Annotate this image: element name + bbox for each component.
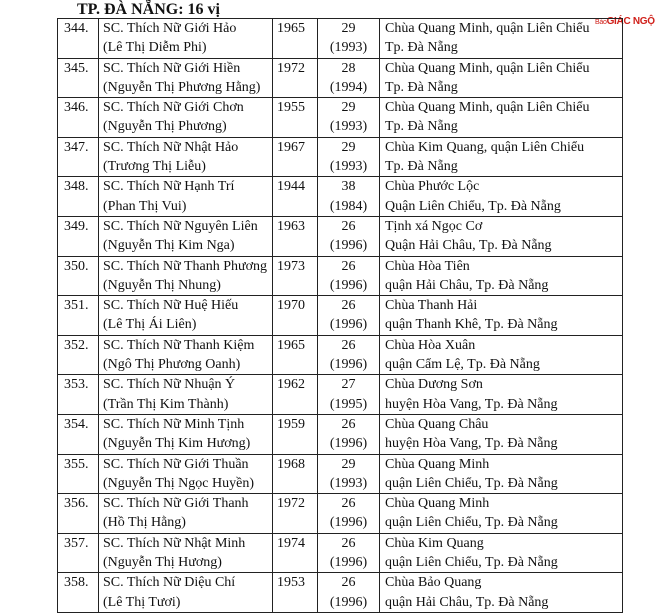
nun-name-name: SC. Thích Nữ Huệ Hiếu <box>103 298 239 314</box>
row-number-cell <box>58 256 99 296</box>
cell-spacer <box>277 38 313 57</box>
birth-year-year: 1974 <box>277 535 305 551</box>
nun-name-name: SC. Thích Nữ Nhật Hảo <box>103 139 239 155</box>
temple-location-cell <box>380 177 623 217</box>
nun-name-lay-name: (Nguyễn Thị Hương) <box>103 555 222 571</box>
birth-year-year: 1944 <box>277 179 305 195</box>
ordination-age-cell <box>318 98 380 138</box>
nun-name-cell <box>99 216 273 256</box>
nun-name-cell <box>99 533 273 573</box>
birth-year-cell <box>273 19 318 59</box>
birth-year-year: 1968 <box>277 456 305 472</box>
ordination-age-age-year: (1996) <box>329 515 368 531</box>
row-number-no: 353. <box>64 377 89 393</box>
ordination-age-age-year: (1995) <box>329 396 368 412</box>
table-row <box>58 335 623 375</box>
ordination-age-age: 26 <box>341 258 356 274</box>
cell-spacer <box>277 117 313 136</box>
nun-name-name: SC. Thích Nữ Giới Hiền <box>103 60 241 76</box>
row-number-no: 344. <box>64 21 89 36</box>
birth-year-year: 1967 <box>277 139 305 155</box>
birth-year-year: 1955 <box>277 100 305 116</box>
nun-name-lay-name: (Nguyễn Thị Nhung) <box>103 277 221 293</box>
ordination-age-cell <box>318 296 380 336</box>
birth-year-year: 1962 <box>277 377 305 393</box>
temple-location-place1: Chùa Quang Minh <box>385 456 490 472</box>
ordination-age-age: 29 <box>341 456 356 472</box>
ordination-age-age: 26 <box>341 337 356 353</box>
nun-name-lay-name: (Nguyễn Thị Ngọc Huyền) <box>103 475 254 491</box>
temple-location-cell <box>380 494 623 534</box>
table-row <box>58 296 623 336</box>
birth-year-cell <box>273 494 318 534</box>
row-number-cell <box>58 414 99 454</box>
nun-name-name: SC. Thích Nữ Hạnh Trí <box>103 179 235 195</box>
nun-name-name: SC. Thích Nữ Giới Thanh <box>103 496 249 512</box>
row-number-cell <box>58 573 99 613</box>
temple-location-place1: Chùa Hòa Tiên <box>385 258 470 274</box>
cell-spacer <box>277 78 313 97</box>
ordination-age-age-year: (1993) <box>329 119 368 135</box>
birth-year-year: 1973 <box>277 258 305 274</box>
temple-location-place2: quận Hải Châu, Tp. Đà Nẵng <box>385 594 549 610</box>
ordination-age-age: 26 <box>341 416 356 432</box>
birth-year-cell <box>273 454 318 494</box>
cell-spacer <box>64 236 94 255</box>
row-number-no: 350. <box>64 258 89 274</box>
cell-spacer <box>277 236 313 255</box>
nun-name-lay-name: (Phan Thị Vui) <box>103 198 187 214</box>
nun-name-lay-name: (Nguyễn Thị Phương) <box>103 119 227 135</box>
ordination-age-age-year: (1996) <box>329 277 368 293</box>
nun-name-cell <box>99 573 273 613</box>
cell-spacer <box>277 315 313 334</box>
ordination-age-age: 27 <box>341 377 356 393</box>
birth-year-year: 1963 <box>277 218 305 234</box>
ordination-age-age-year: (1996) <box>329 317 368 333</box>
temple-location-place1: Chùa Quang Minh, quận Liên Chiểu <box>385 60 590 76</box>
ordination-age-age-year: (1993) <box>329 159 368 175</box>
row-number-cell <box>58 335 99 375</box>
row-number-no: 358. <box>64 575 89 591</box>
nun-name-cell <box>99 296 273 336</box>
ordination-age-cell <box>318 494 380 534</box>
temple-location-cell <box>380 296 623 336</box>
birth-year-cell <box>273 137 318 177</box>
cell-spacer <box>64 355 94 374</box>
temple-location-place1: Chùa Kim Quang, quận Liên Chiểu <box>385 139 585 155</box>
nun-name-cell <box>99 454 273 494</box>
cell-spacer <box>277 474 313 493</box>
birth-year-cell <box>273 533 318 573</box>
cell-spacer <box>64 117 94 136</box>
ordination-age-age-year: (1994) <box>329 79 368 95</box>
logo-prefix: Báo <box>595 19 607 26</box>
ordination-age-age: 26 <box>341 496 356 512</box>
ordination-age-age: 38 <box>341 179 356 195</box>
row-number-cell <box>58 375 99 415</box>
ordination-age-age: 29 <box>341 21 356 36</box>
ordination-age-age-year: (1996) <box>329 594 368 610</box>
table-row <box>58 375 623 415</box>
temple-location-place1: Chùa Dương Sơn <box>385 377 483 393</box>
nun-name-lay-name: (Ngô Thị Phương Oanh) <box>103 357 241 373</box>
temple-location-place2: quận Liên Chiểu, Tp. Đà Nẵng <box>385 515 558 531</box>
ordination-age-age-year: (1996) <box>329 238 368 254</box>
nun-name-cell <box>99 256 273 296</box>
nun-name-cell <box>99 137 273 177</box>
ordination-age-age-year: (1996) <box>329 357 368 373</box>
table-row <box>58 573 623 613</box>
ordination-age-age: 26 <box>341 218 356 234</box>
temple-location-place2: Quận Liên Chiểu, Tp. Đà Nẵng <box>385 198 561 214</box>
temple-location-place2: Tp. Đà Nẵng <box>385 119 458 135</box>
ordination-age-age: 26 <box>341 575 356 591</box>
row-number-no: 347. <box>64 139 89 155</box>
ordination-age-age: 26 <box>341 535 356 551</box>
nun-name-lay-name: (Lê Thị Ái Liên) <box>103 317 197 333</box>
ordination-age-age-year: (1996) <box>329 436 368 452</box>
table-row <box>58 216 623 256</box>
temple-location-place2: quận Thanh Khê, Tp. Đà Nẵng <box>385 317 558 333</box>
logo-name: GIÁC NGỘ <box>606 16 655 27</box>
birth-year-year: 1965 <box>277 337 305 353</box>
nun-name-name: SC. Thích Nữ Giới Hảo <box>103 21 237 36</box>
nun-name-lay-name: (Hồ Thị Hằng) <box>103 515 186 531</box>
birth-year-cell <box>273 177 318 217</box>
birth-year-cell <box>273 414 318 454</box>
ordination-age-cell <box>318 335 380 375</box>
birth-year-cell <box>273 375 318 415</box>
cell-spacer <box>64 276 94 295</box>
birth-year-year: 1972 <box>277 496 305 512</box>
row-number-no: 345. <box>64 60 89 76</box>
ordination-age-age: 29 <box>341 139 356 155</box>
ordination-age-cell <box>318 573 380 613</box>
ordination-age-cell <box>318 177 380 217</box>
ordination-age-age-year: (1984) <box>329 198 368 214</box>
temple-location-cell <box>380 58 623 98</box>
nun-name-lay-name: (Nguyễn Thị Phương Hằng) <box>103 79 261 95</box>
temple-location-cell <box>380 19 623 59</box>
cell-spacer <box>277 395 313 414</box>
row-number-cell <box>58 19 99 59</box>
temple-location-place2: huyện Hòa Vang, Tp. Đà Nẵng <box>385 396 558 412</box>
temple-location-place1: Chùa Quang Minh, quận Liên Chiểu <box>385 21 590 36</box>
table-row <box>58 256 623 296</box>
temple-location-place2: Quận Hải Châu, Tp. Đà Nẵng <box>385 238 552 254</box>
cell-spacer <box>277 553 313 572</box>
nun-name-name: SC. Thích Nữ Minh Tịnh <box>103 416 245 432</box>
temple-location-place2: Tp. Đà Nẵng <box>385 79 458 95</box>
ordination-age-age-year: (1996) <box>329 555 368 571</box>
table-row <box>58 58 623 98</box>
cell-spacer <box>64 593 94 612</box>
row-number-cell <box>58 216 99 256</box>
nun-name-name: SC. Thích Nữ Giới Thuần <box>103 456 249 472</box>
row-number-no: 351. <box>64 298 89 314</box>
temple-location-place2: quận Liên Chiểu, Tp. Đà Nẵng <box>385 475 558 491</box>
nun-name-name: SC. Thích Nữ Thanh Phương <box>103 258 268 274</box>
cell-spacer <box>64 434 94 453</box>
cell-spacer <box>277 355 313 374</box>
cell-spacer <box>64 78 94 97</box>
cell-spacer <box>64 197 94 216</box>
nun-name-name: SC. Thích Nữ Nhuận Ý <box>103 377 236 393</box>
nun-name-cell <box>99 58 273 98</box>
row-number-no: 349. <box>64 218 89 234</box>
table-row <box>58 19 623 59</box>
temple-location-cell <box>380 137 623 177</box>
temple-location-place1: Chùa Thanh Hải <box>385 298 478 314</box>
cell-spacer <box>277 157 313 176</box>
temple-location-place2: huyện Hòa Vang, Tp. Đà Nẵng <box>385 436 558 452</box>
temple-location-cell <box>380 533 623 573</box>
ordination-age-age: 29 <box>341 100 356 116</box>
nun-name-cell <box>99 375 273 415</box>
birth-year-cell <box>273 573 318 613</box>
ordination-age-cell <box>318 414 380 454</box>
cell-spacer <box>277 197 313 216</box>
temple-location-place1: Chùa Phước Lộc <box>385 179 480 195</box>
row-number-no: 355. <box>64 456 89 472</box>
temple-location-cell <box>380 98 623 138</box>
table-row <box>58 533 623 573</box>
cell-spacer <box>277 593 313 612</box>
row-number-no: 356. <box>64 496 89 512</box>
cell-spacer <box>64 395 94 414</box>
nun-name-cell <box>99 98 273 138</box>
birth-year-cell <box>273 256 318 296</box>
birth-year-cell <box>273 216 318 256</box>
temple-location-place1: Chùa Bảo Quang <box>385 575 482 591</box>
nun-name-name: SC. Thích Nữ Nguyên Liên <box>103 218 258 234</box>
birth-year-cell <box>273 98 318 138</box>
row-number-no: 357. <box>64 535 89 551</box>
nun-name-lay-name: (Nguyễn Thị Kim Nga) <box>103 238 235 254</box>
row-number-cell <box>58 177 99 217</box>
nun-name-lay-name: (Trương Thị Liễu) <box>103 159 206 175</box>
ordination-age-cell <box>318 375 380 415</box>
cell-spacer <box>277 513 313 532</box>
birth-year-year: 1953 <box>277 575 305 591</box>
row-number-no: 352. <box>64 337 89 353</box>
temple-location-place1: Chùa Hòa Xuân <box>385 337 476 353</box>
nun-name-lay-name: (Nguyễn Thị Kim Hương) <box>103 436 251 452</box>
nun-name-lay-name: (Lê Thị Tươi) <box>103 594 181 610</box>
row-number-no: 346. <box>64 100 89 116</box>
table-row <box>58 177 623 217</box>
nun-name-cell <box>99 335 273 375</box>
birth-year-year: 1959 <box>277 416 305 432</box>
temple-location-cell <box>380 573 623 613</box>
cell-spacer <box>64 553 94 572</box>
temple-location-place2: Tp. Đà Nẵng <box>385 159 458 175</box>
cell-spacer <box>64 315 94 334</box>
temple-location-place1: Tịnh xá Ngọc Cơ <box>385 218 483 234</box>
temple-location-place2: Tp. Đà Nẵng <box>385 40 458 56</box>
table-row <box>58 98 623 138</box>
ordination-age-cell <box>318 58 380 98</box>
section-heading: TP. ĐÀ NẴNG: 16 vị <box>77 1 220 18</box>
temple-location-cell <box>380 335 623 375</box>
table-row <box>58 454 623 494</box>
row-number-cell <box>58 98 99 138</box>
birth-year-year: 1972 <box>277 60 305 76</box>
table-row <box>58 494 623 534</box>
cell-spacer <box>64 513 94 532</box>
temple-location-place1: Chùa Quang Minh, quận Liên Chiểu <box>385 100 590 116</box>
nun-name-name: SC. Thích Nữ Thanh Kiệm <box>103 337 255 353</box>
nun-name-cell <box>99 414 273 454</box>
birth-year-cell <box>273 58 318 98</box>
cell-spacer <box>277 434 313 453</box>
ordination-age-cell <box>318 216 380 256</box>
row-number-cell <box>58 533 99 573</box>
row-number-no: 354. <box>64 416 89 432</box>
row-number-cell <box>58 494 99 534</box>
temple-location-place2: quận Cẩm Lệ, Tp. Đà Nẵng <box>385 357 540 373</box>
birth-year-cell <box>273 335 318 375</box>
temple-location-cell <box>380 256 623 296</box>
ordination-age-cell <box>318 137 380 177</box>
nun-name-name: SC. Thích Nữ Giới Chơn <box>103 100 244 116</box>
ordination-age-age-year: (1993) <box>329 475 368 491</box>
nun-list-table <box>57 18 623 613</box>
nun-name-cell <box>99 177 273 217</box>
temple-location-cell <box>380 375 623 415</box>
temple-location-place2: quận Liên Chiểu, Tp. Đà Nẵng <box>385 555 558 571</box>
temple-location-cell <box>380 414 623 454</box>
birth-year-year: 1965 <box>277 21 305 36</box>
ordination-age-cell <box>318 533 380 573</box>
nun-name-cell <box>99 494 273 534</box>
nun-name-name: SC. Thích Nữ Nhật Minh <box>103 535 246 551</box>
table-row <box>58 414 623 454</box>
nun-name-lay-name: (Trần Thị Kim Thành) <box>103 396 229 412</box>
temple-location-place2: quận Hải Châu, Tp. Đà Nẵng <box>385 277 549 293</box>
ordination-age-cell <box>318 454 380 494</box>
temple-location-cell <box>380 216 623 256</box>
table-row <box>58 137 623 177</box>
temple-location-place1: Chùa Quang Châu <box>385 416 489 432</box>
temple-location-place1: Chùa Kim Quang <box>385 535 484 551</box>
ordination-age-age: 26 <box>341 298 356 314</box>
temple-location-place1: Chùa Quang Minh <box>385 496 490 512</box>
nun-name-name: SC. Thích Nữ Diệu Chí <box>103 575 236 591</box>
row-number-cell <box>58 137 99 177</box>
cell-spacer <box>64 474 94 493</box>
row-number-cell <box>58 58 99 98</box>
cell-spacer <box>64 38 94 57</box>
birth-year-cell <box>273 296 318 336</box>
temple-location-cell <box>380 454 623 494</box>
cell-spacer <box>64 157 94 176</box>
nun-name-cell <box>99 19 273 59</box>
row-number-cell <box>58 296 99 336</box>
ordination-age-age: 28 <box>341 60 356 76</box>
ordination-age-age-year: (1993) <box>329 40 368 56</box>
ordination-age-cell <box>318 19 380 59</box>
cell-spacer <box>277 276 313 295</box>
row-number-cell <box>58 454 99 494</box>
nun-name-lay-name: (Lê Thị Diễm Phi) <box>103 40 207 56</box>
birth-year-year: 1970 <box>277 298 305 314</box>
row-number-no: 348. <box>64 179 89 195</box>
ordination-age-cell <box>318 256 380 296</box>
